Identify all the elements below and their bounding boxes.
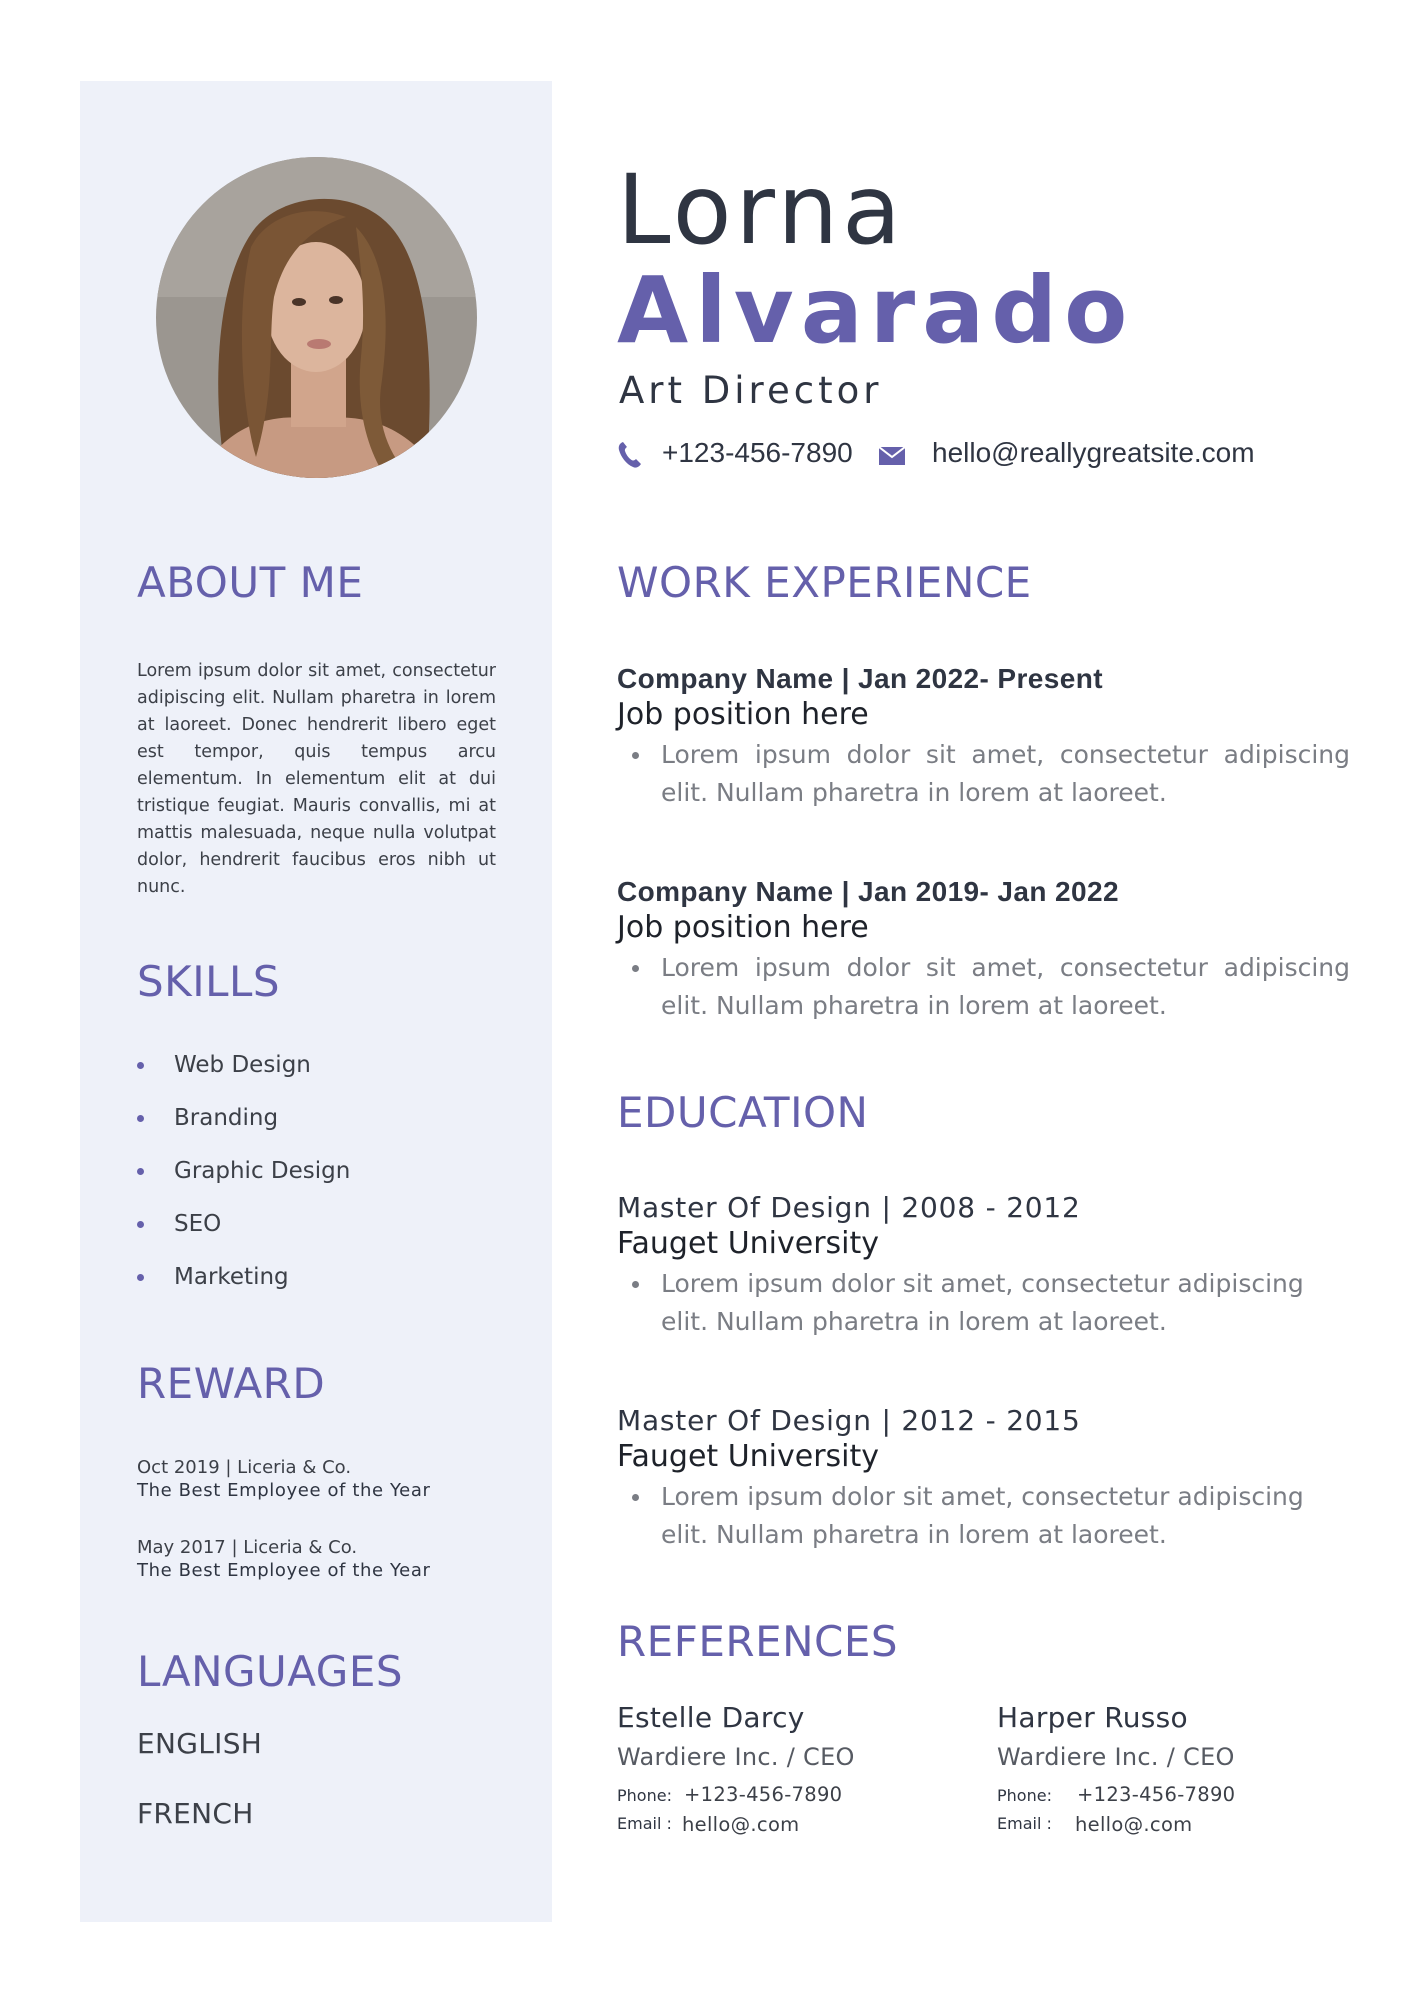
bullet-icon <box>137 1221 144 1228</box>
work-description <box>617 736 1350 812</box>
reward-heading: REWARD <box>137 1359 326 1408</box>
language-item: ENGLISH <box>137 1727 263 1760</box>
about-heading: ABOUT ME <box>137 558 364 607</box>
work-company-date: Company Name | Jan 2019- Jan 2022 <box>617 876 1119 907</box>
phone-label: Phone: <box>617 1786 672 1805</box>
education-degree-date: Master Of Design | 2008 - 2012 <box>617 1191 1081 1224</box>
first-name: Lorna <box>617 154 905 266</box>
reference-card <box>997 1701 1337 1843</box>
education-description <box>617 1265 1317 1341</box>
skills-heading: SKILLS <box>137 957 281 1006</box>
profile-photo <box>156 157 477 478</box>
education-school: Fauget University <box>617 1439 880 1474</box>
education-school: Fauget University <box>617 1226 880 1261</box>
skill-item <box>137 1157 350 1210</box>
education-entry <box>617 1404 1350 1554</box>
envelope-icon <box>879 447 905 469</box>
reward-item <box>137 1456 497 1502</box>
skill-item <box>137 1051 350 1104</box>
reference-phone[interactable]: +123-456-7890 <box>1077 1783 1236 1806</box>
skill-item <box>137 1263 350 1316</box>
reward-title: The Best Employee of the Year <box>137 1480 431 1501</box>
reference-email[interactable]: hello@.com <box>1075 1813 1193 1836</box>
reference-name: Harper Russo <box>997 1701 1188 1734</box>
education-degree-date: Master Of Design | 2012 - 2015 <box>617 1404 1081 1437</box>
reference-email-row <box>997 1813 1337 1843</box>
skill-item <box>137 1104 350 1157</box>
reference-phone-row <box>997 1783 1337 1813</box>
bullet-text: Lorem ipsum dolor sit amet, consectetur adipiscing elit. Nullam pharetra in lorem at laoreet. <box>661 1269 1304 1336</box>
work-position: Job position here <box>617 697 869 732</box>
languages-heading: LANGUAGES <box>137 1647 404 1696</box>
bullet-text: Lorem ipsum dolor sit amet, consectetur adipiscing elit. Nullam pharetra in lorem at laoreet. <box>661 953 1350 1020</box>
language-item: FRENCH <box>137 1797 254 1830</box>
bullet-text: Lorem ipsum dolor sit amet, consectetur adipiscing elit. Nullam pharetra in lorem at laoreet. <box>661 1482 1304 1549</box>
job-title: Art Director <box>619 369 883 412</box>
skill-label: Graphic Design <box>174 1158 351 1184</box>
email-address[interactable]: hello@reallygreatsite.com <box>932 437 1255 468</box>
references-heading: REFERENCES <box>617 1617 899 1666</box>
work-entry <box>617 662 1350 812</box>
reference-company: Wardiere Inc. / CEO <box>997 1743 1235 1771</box>
education-entry <box>617 1191 1350 1341</box>
bullet-icon <box>632 965 639 972</box>
work-position: Job position here <box>617 910 869 945</box>
about-text: Lorem ipsum dolor sit amet, consectetur adipiscing elit. Nullam pharetra in lorem at laoreet. Donec hendrerit libero eget est tempor, quis tempus arcu elementum. In elementum elit at dui tristique feugiat. Mauris convallis, mi at mattis malesuada, neque nulla volutpat dolor, hendrerit faucibus eros nibh ut nunc. <box>137 661 496 897</box>
email-label: Email : <box>617 1814 672 1833</box>
reference-name: Estelle Darcy <box>617 1701 805 1734</box>
bullet-icon <box>137 1062 144 1069</box>
work-heading: WORK EXPERIENCE <box>617 558 1032 607</box>
skill-label: SEO <box>174 1211 222 1237</box>
bullet-icon <box>632 1281 639 1288</box>
reward-title: The Best Employee of the Year <box>137 1560 431 1581</box>
reference-email[interactable]: hello@.com <box>682 1813 800 1836</box>
last-name: Alvarado <box>617 257 1135 364</box>
work-description <box>617 949 1350 1025</box>
bullet-icon <box>632 752 639 759</box>
reference-card <box>617 1701 957 1843</box>
bullet-text: Lorem ipsum dolor sit amet, consectetur adipiscing elit. Nullam pharetra in lorem at laoreet. <box>661 740 1350 807</box>
skills-list <box>137 1051 350 1316</box>
skill-label: Web Design <box>174 1052 311 1078</box>
reference-email-row <box>617 1813 957 1843</box>
education-heading: EDUCATION <box>617 1088 869 1137</box>
work-company-date: Company Name | Jan 2022- Present <box>617 663 1103 694</box>
skill-label: Marketing <box>174 1264 289 1290</box>
work-entry <box>617 875 1350 1025</box>
bullet-icon <box>137 1274 144 1281</box>
phone-number[interactable]: +123-456-7890 <box>662 437 853 468</box>
bullet-icon <box>137 1168 144 1175</box>
skill-label: Branding <box>174 1105 279 1131</box>
bullet-icon <box>632 1494 639 1501</box>
phone-icon <box>618 441 642 473</box>
email-label: Email : <box>997 1814 1052 1833</box>
phone-label: Phone: <box>997 1786 1052 1805</box>
reward-meta: May 2017 | Liceria & Co. <box>137 1537 358 1558</box>
reward-item <box>137 1536 497 1582</box>
reference-phone-row <box>617 1783 957 1813</box>
reference-phone[interactable]: +123-456-7890 <box>684 1783 843 1806</box>
education-description <box>617 1478 1317 1554</box>
bullet-icon <box>137 1115 144 1122</box>
reference-company: Wardiere Inc. / CEO <box>617 1743 855 1771</box>
reward-meta: Oct 2019 | Liceria & Co. <box>137 1457 352 1478</box>
skill-item <box>137 1210 350 1263</box>
